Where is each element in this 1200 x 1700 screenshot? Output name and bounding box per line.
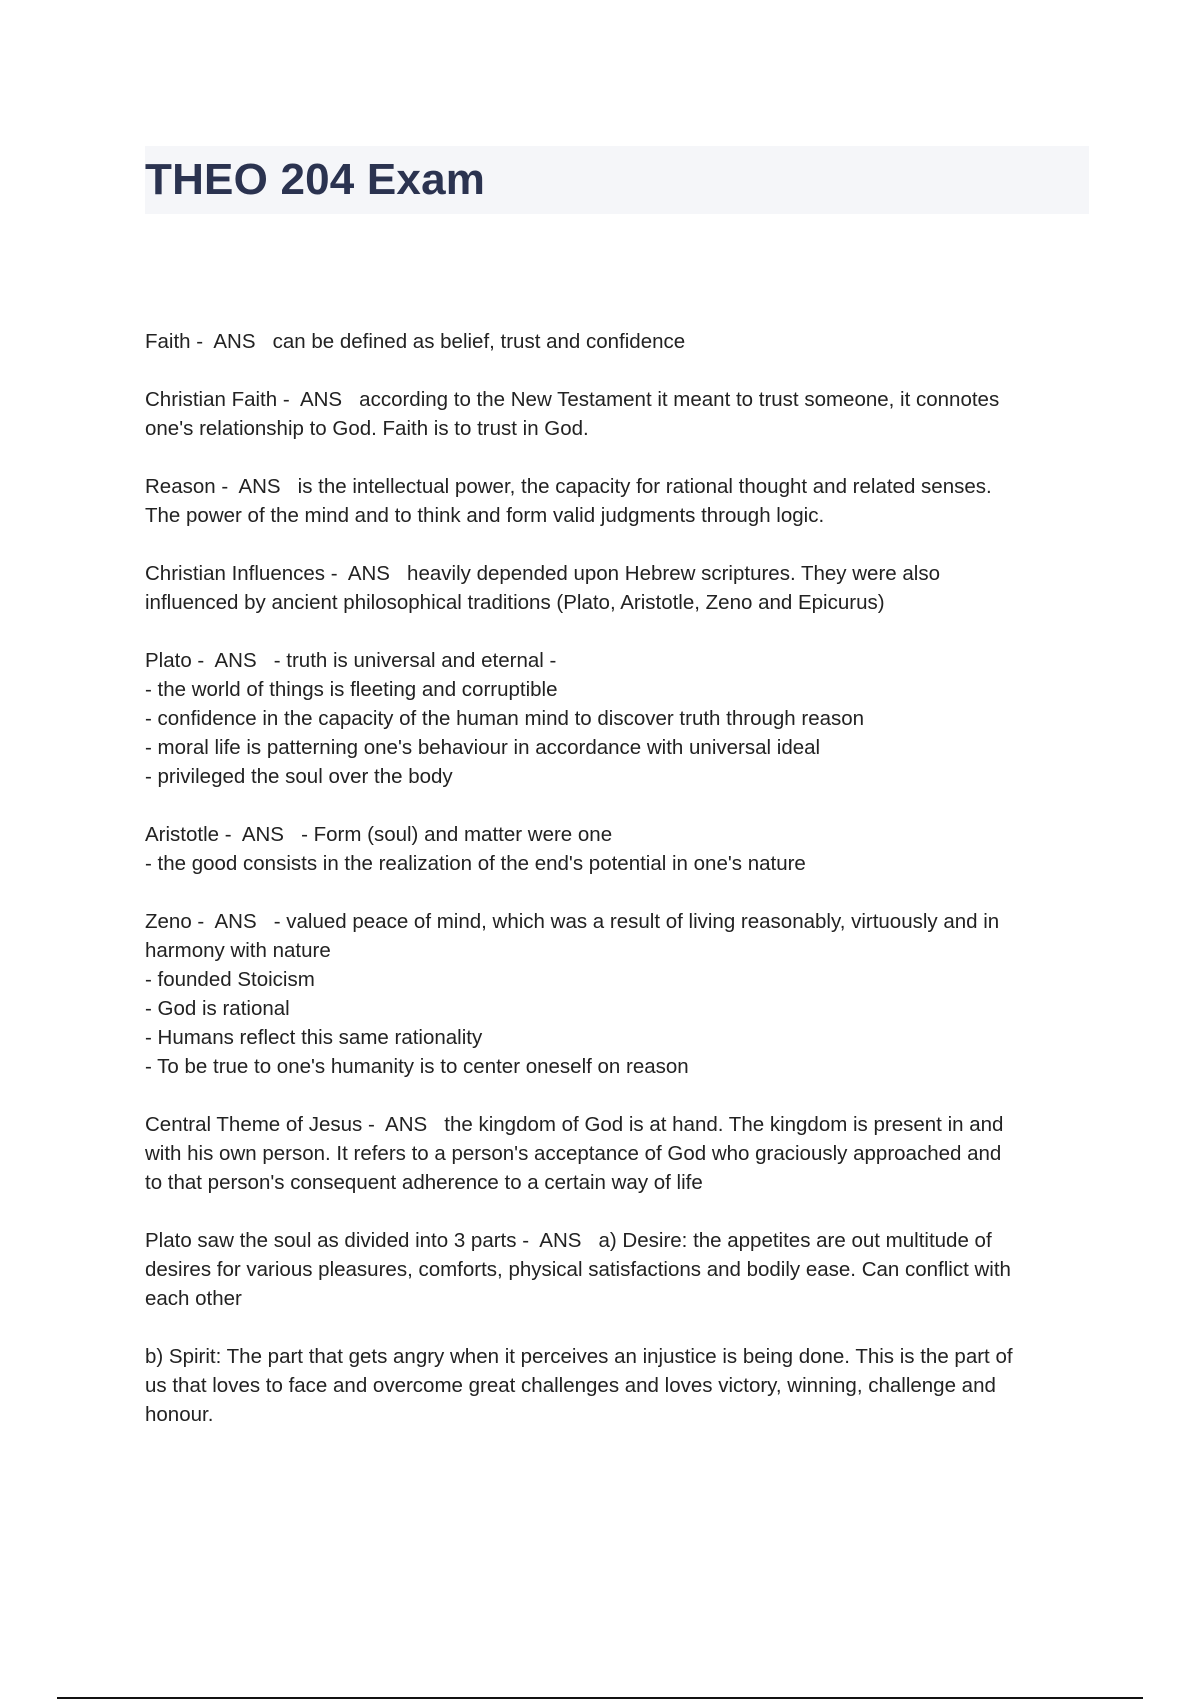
text-line: - founded Stoicism [145,968,315,991]
page-title: THEO 204 Exam [145,155,486,204]
text-line: - the world of things is fleeting and corruptible [145,678,558,701]
text-line: with his own person. It refers to a person's acceptance of God who graciously approached and [145,1142,1002,1165]
entry-zeno [145,907,1089,1081]
entry-spirit [145,1342,1089,1429]
text-line: - To be true to one's humanity is to center oneself on reason [145,1055,689,1078]
text-line: one's relationship to God. Faith is to trust in God. [145,417,589,440]
text-line: honour. [145,1403,214,1426]
text-line: harmony with nature [145,939,331,962]
entry-central-theme-of-jesus [145,1110,1089,1197]
text-line: Reason - ANS is the intellectual power, the capacity for rational thought and related senses. [145,475,992,498]
entry-aristotle [145,820,1089,878]
text-line: to that person's consequent adherence to a certain way of life [145,1171,703,1194]
entry-faith [145,327,1089,356]
entry-christian-influences [145,559,1089,617]
text-line: - the good consists in the realization of the end's potential in one's nature [145,852,806,875]
text-line: Aristotle - ANS - Form (soul) and matter were one [145,823,613,846]
text-line: Christian Influences - ANS heavily depended upon Hebrew scriptures. They were also [145,562,940,585]
entry-plato [145,646,1089,791]
text-line: Plato - ANS - truth is universal and eternal - [145,649,557,672]
text-line: each other [145,1287,242,1310]
document-body [145,327,1089,1458]
text-line: - Humans reflect this same rationality [145,1026,483,1049]
text-line: - privileged the soul over the body [145,765,453,788]
entry-christian-faith [145,385,1089,443]
text-line: Christian Faith - ANS according to the New Testament it meant to trust someone, it connotes [145,388,1000,411]
text-line: desires for various pleasures, comforts, physical satisfactions and bodily ease. Can conflict with [145,1258,1011,1281]
entry-reason [145,472,1089,530]
page-bottom-rule [57,1697,1143,1699]
text-line: Zeno - ANS - valued peace of mind, which was a result of living reasonably, virtuously and in [145,910,1000,933]
text-line: Faith - ANS can be defined as belief, trust and confidence [145,330,686,353]
text-line: - moral life is patterning one's behaviour in accordance with universal ideal [145,736,821,759]
text-line: influenced by ancient philosophical traditions (Plato, Aristotle, Zeno and Epicurus) [145,591,885,614]
text-line: - confidence in the capacity of the human mind to discover truth through reason [145,707,865,730]
text-line: b) Spirit: The part that gets angry when it perceives an injustice is being done. This is the part of [145,1345,1013,1368]
text-line: Central Theme of Jesus - ANS the kingdom of God is at hand. The kingdom is present in and [145,1113,1004,1136]
text-line: us that loves to face and overcome great challenges and loves victory, winning, challenge and [145,1374,996,1397]
text-line: - God is rational [145,997,290,1020]
text-line: Plato saw the soul as divided into 3 parts - ANS a) Desire: the appetites are out multitude of [145,1229,992,1252]
entry-plato-soul-parts [145,1226,1089,1313]
text-line: The power of the mind and to think and form valid judgments through logic. [145,504,825,527]
